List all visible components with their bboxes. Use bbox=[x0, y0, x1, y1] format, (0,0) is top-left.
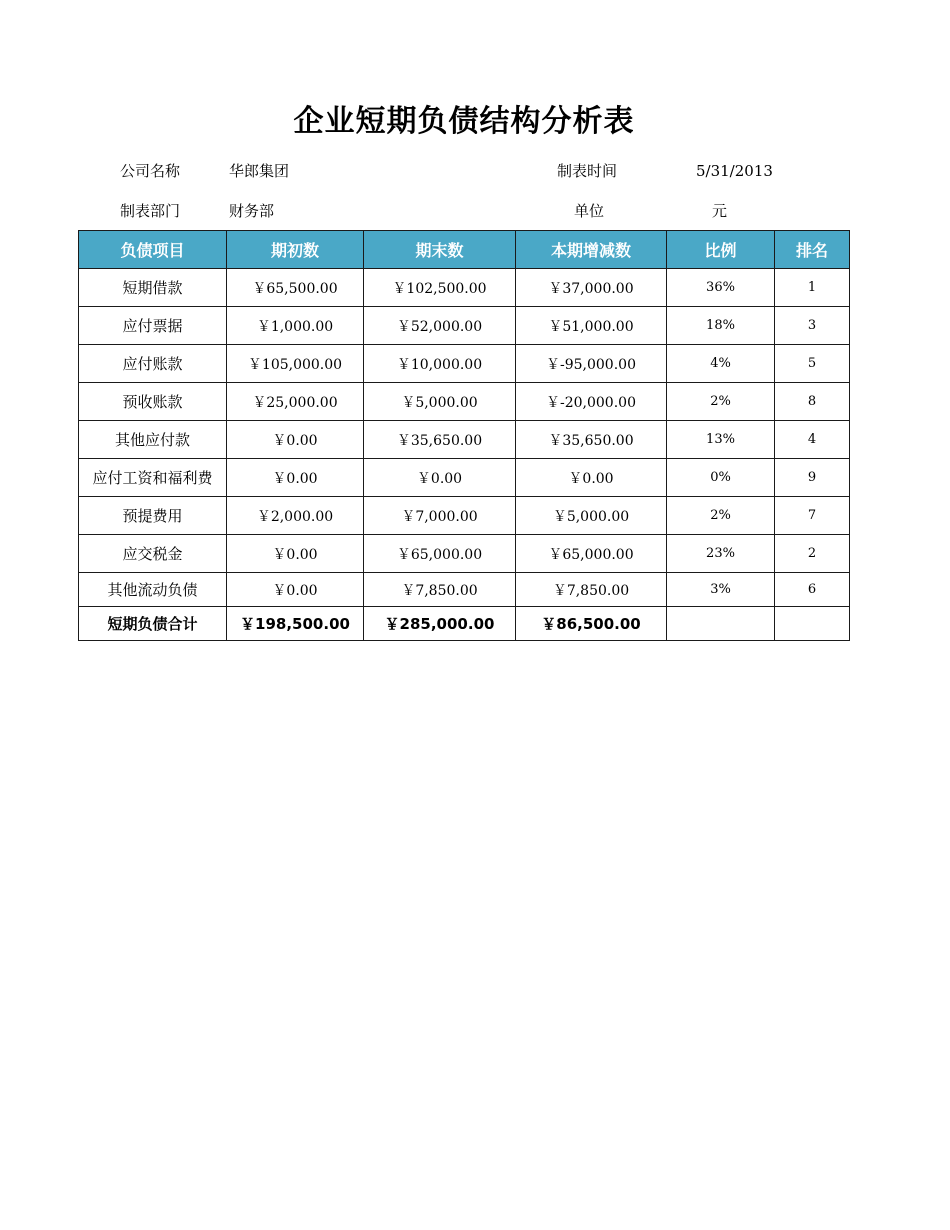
cell-change: ￥37,000.00 bbox=[516, 269, 667, 307]
cell-rank: 1 bbox=[775, 269, 850, 307]
total-rank bbox=[775, 607, 850, 641]
cell-end: ￥5,000.00 bbox=[364, 383, 516, 421]
dept-label: 制表部门 bbox=[120, 202, 181, 220]
cell-change: ￥51,000.00 bbox=[516, 307, 667, 345]
table-row bbox=[79, 383, 850, 421]
cell-end: ￥10,000.00 bbox=[364, 345, 516, 383]
cell-ratio: 2% bbox=[667, 383, 775, 421]
table-row bbox=[79, 307, 850, 345]
cell-item: 其他应付款 bbox=[79, 421, 227, 459]
table-row bbox=[79, 269, 850, 307]
table-row bbox=[79, 421, 850, 459]
company-value: 华郎集团 bbox=[229, 162, 290, 180]
table-row bbox=[79, 345, 850, 383]
cell-end: ￥0.00 bbox=[364, 459, 516, 497]
cell-item: 应付工资和福利费 bbox=[79, 459, 227, 497]
total-change: ￥86,500.00 bbox=[516, 607, 667, 641]
header-rank: 排名 bbox=[775, 231, 850, 269]
total-end: ￥285,000.00 bbox=[364, 607, 516, 641]
cell-begin: ￥1,000.00 bbox=[227, 307, 364, 345]
cell-ratio: 36% bbox=[667, 269, 775, 307]
date-label: 制表时间 bbox=[557, 162, 618, 180]
liability-table bbox=[78, 230, 850, 641]
cell-rank: 2 bbox=[775, 535, 850, 573]
cell-rank: 9 bbox=[775, 459, 850, 497]
cell-begin: ￥2,000.00 bbox=[227, 497, 364, 535]
cell-ratio: 23% bbox=[667, 535, 775, 573]
total-ratio bbox=[667, 607, 775, 641]
cell-end: ￥7,850.00 bbox=[364, 573, 516, 607]
cell-change: ￥-20,000.00 bbox=[516, 383, 667, 421]
cell-rank: 4 bbox=[775, 421, 850, 459]
cell-item: 应付票据 bbox=[79, 307, 227, 345]
cell-begin: ￥25,000.00 bbox=[227, 383, 364, 421]
page-title: 企业短期负债结构分析表 bbox=[293, 104, 635, 139]
header-row bbox=[79, 231, 850, 269]
total-row bbox=[79, 607, 850, 641]
cell-item: 应付账款 bbox=[79, 345, 227, 383]
cell-change: ￥-95,000.00 bbox=[516, 345, 667, 383]
cell-end: ￥102,500.00 bbox=[364, 269, 516, 307]
table-row bbox=[79, 459, 850, 497]
cell-change: ￥7,850.00 bbox=[516, 573, 667, 607]
cell-end: ￥35,650.00 bbox=[364, 421, 516, 459]
cell-end: ￥65,000.00 bbox=[364, 535, 516, 573]
cell-rank: 8 bbox=[775, 383, 850, 421]
date-value: 5/31/2013 bbox=[696, 162, 773, 180]
cell-begin: ￥0.00 bbox=[227, 421, 364, 459]
cell-ratio: 18% bbox=[667, 307, 775, 345]
cell-ratio: 13% bbox=[667, 421, 775, 459]
cell-item: 短期借款 bbox=[79, 269, 227, 307]
cell-end: ￥7,000.00 bbox=[364, 497, 516, 535]
cell-change: ￥0.00 bbox=[516, 459, 667, 497]
cell-change: ￥35,650.00 bbox=[516, 421, 667, 459]
header-ratio: 比例 bbox=[667, 231, 775, 269]
cell-ratio: 0% bbox=[667, 459, 775, 497]
cell-begin: ￥0.00 bbox=[227, 459, 364, 497]
unit-value: 元 bbox=[712, 202, 728, 220]
company-label: 公司名称 bbox=[120, 162, 181, 180]
cell-item: 预提费用 bbox=[79, 497, 227, 535]
dept-value: 财务部 bbox=[229, 202, 275, 220]
header-end: 期末数 bbox=[364, 231, 516, 269]
cell-ratio: 2% bbox=[667, 497, 775, 535]
table-row bbox=[79, 573, 850, 607]
cell-change: ￥65,000.00 bbox=[516, 535, 667, 573]
cell-begin: ￥105,000.00 bbox=[227, 345, 364, 383]
cell-begin: ￥0.00 bbox=[227, 573, 364, 607]
cell-rank: 7 bbox=[775, 497, 850, 535]
cell-ratio: 3% bbox=[667, 573, 775, 607]
table-row bbox=[79, 535, 850, 573]
cell-end: ￥52,000.00 bbox=[364, 307, 516, 345]
cell-item: 预收账款 bbox=[79, 383, 227, 421]
unit-label: 单位 bbox=[574, 202, 605, 220]
cell-rank: 3 bbox=[775, 307, 850, 345]
header-item: 负债项目 bbox=[79, 231, 227, 269]
cell-item: 应交税金 bbox=[79, 535, 227, 573]
total-item: 短期负债合计 bbox=[79, 607, 227, 641]
cell-item: 其他流动负债 bbox=[79, 573, 227, 607]
cell-rank: 5 bbox=[775, 345, 850, 383]
header-change: 本期增减数 bbox=[516, 231, 667, 269]
cell-begin: ￥0.00 bbox=[227, 535, 364, 573]
table-row bbox=[79, 497, 850, 535]
cell-ratio: 4% bbox=[667, 345, 775, 383]
cell-change: ￥5,000.00 bbox=[516, 497, 667, 535]
cell-rank: 6 bbox=[775, 573, 850, 607]
header-begin: 期初数 bbox=[227, 231, 364, 269]
total-begin: ￥198,500.00 bbox=[227, 607, 364, 641]
cell-begin: ￥65,500.00 bbox=[227, 269, 364, 307]
